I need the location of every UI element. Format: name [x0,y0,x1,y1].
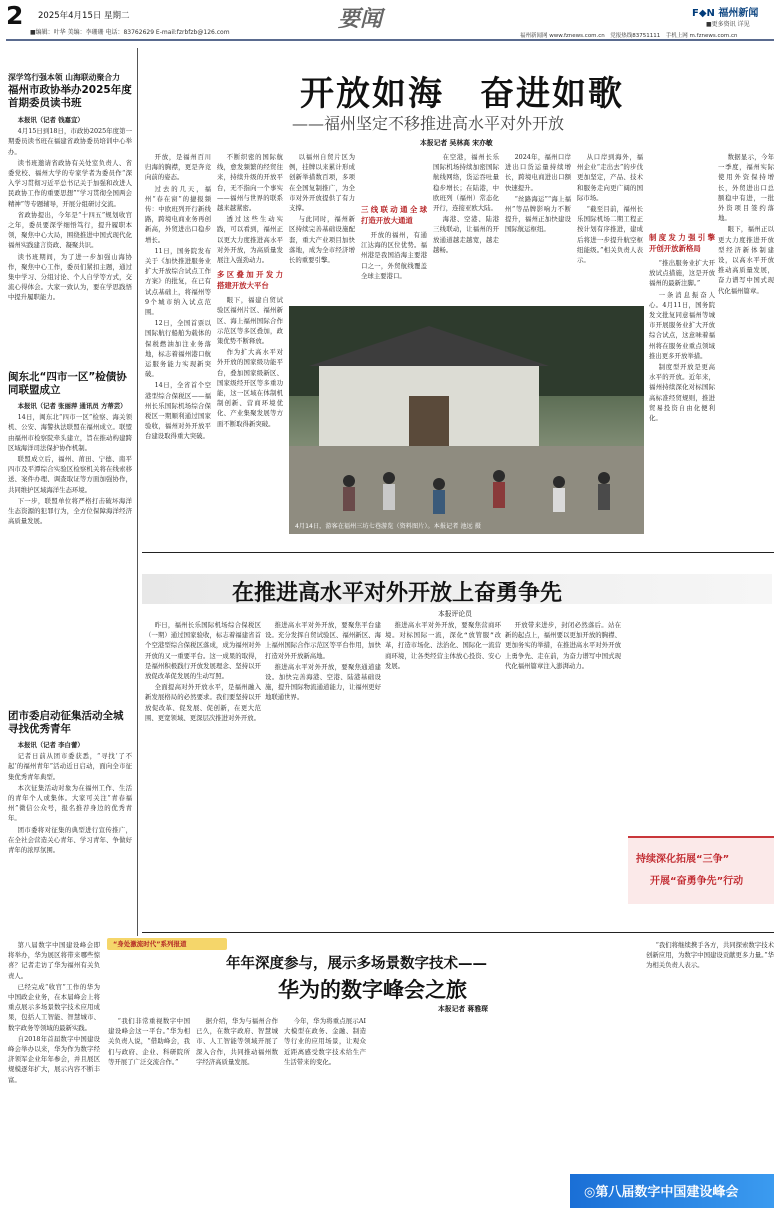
photo-person [343,475,355,487]
paragraph: 团市委将对征集的典型进行宣传推广，在全社会营造关心青年、学习青年、争做好青年的浓厚氛围。 [8,825,132,855]
logo-subline: ■更多资讯 详见 [706,21,750,28]
photo-person [343,487,355,511]
photo-door [409,396,449,446]
bottom-col-7 [548,1016,638,1166]
feature-col-9 [718,152,774,547]
subheading: 多区叠加开发力 搭建开放大平台 [217,270,283,291]
paragraph: 海港、空港、陆港三线联动，让福州的开放通道越走越宽，越走越畅。 [433,215,499,254]
paragraph: 4月15日到18日，市政协2025年度第一期委员读书班在福建省政协委员培训中心举办。 [8,127,132,156]
paragraph: 眼下，福建自贸试验区福州片区、福州新区、海上福州国际合作示范区等多区叠加，政策优势不断释放。 [217,296,283,346]
article-body-youth [8,740,132,930]
paragraph: 作为扩大高水平对外开放的国家级功能平台，叠加国家级新区、国家级经开区等多重功能，这一区域在体制机制创新、营商环境优化、产业集聚发展等方面不断取得新突破。 [217,348,283,428]
byline: 本报讯（记者 钱嘉宜） [17,116,84,124]
summit-banner-text: ◎第八届数字中国建设峰会 [584,1185,739,1200]
paragraph: “丝路海运”“海上福州”等品牌影响力不断提升，福州正加快建设国际航运枢纽。 [505,194,571,234]
kicker-tag [107,938,227,950]
commentary-col-2 [265,620,381,920]
paragraph: 记者日前从团市委获悉，“寻找‘了不起’的福州青年”活动近日启动，面向全市征集优秀青年典型。 [8,752,132,781]
byline: 本报讯（记者 李白蕾） [17,741,84,749]
paragraph: “截至目前，福州长乐国际机场二期工程正按计划有序推进，建成后将进一步提升航空枢纽能级。”相关负责人表示。 [577,205,643,265]
paragraph: 11日，国务院发布关于《加快推进服务业扩大开放综合试点工作方案》的批复，在已有试点基础上，将福州等9个城市纳入试点范围。 [145,246,211,317]
paragraph: 不断织密的国际航线，愈发频繁的经贸往来，持续升级的开放平台，无不指向一个事实——福州与世界的联系越来越紧密。 [217,153,283,213]
feature-col-3 [289,152,355,302]
bottom-subtitle: 华为的数字峰会之旅 [278,977,467,1002]
paragraph: 推进高水平对外开放，要聚焦营商环境。对标国际一流，深化“放管服”改革，打造市场化、法治化、国际化一流营商环境，让各类经营主体放心投资、安心发展。 [385,621,501,670]
photo-person [383,484,395,510]
commentary-col-5 [625,620,772,830]
paragraph: 联盟成立后，福州、莆田、宁德、南平四市及平潭综合实验区检察机关将在线索移送、案件办理、调查取证等方面加强协作，共同维护区域海洋生态环境。 [8,455,132,494]
masthead-logo [692,4,758,19]
feature-col-8 [649,152,715,547]
paragraph: “我们非常重视数字中国建设峰会这一平台。”华为相关负责人说，“借助峰会，我们与政府、企业、科研院所等开展了广泛交流合作。” [108,1017,190,1066]
editor-line: ■编辑：叶华 美编：李珊珊 电话：83762629 E-mail:fzrbfzb@126.com [30,29,230,36]
photo-person [433,478,445,490]
feature-byline: 本报记者 吴林高 宋亦敏 [420,139,493,147]
paragraph: “我们将继续携手各方，共同探索数字技术创新应用，为数字中国建设贡献更多力量。”华为相关负责人表示。 [646,941,774,970]
photo-caption: 4月14日，游客在福州三坊七巷游览（资料图片）。本报记者 池远 摄 [295,523,481,530]
paragraph: 昨日，福州长乐国际机场综合保税区（一期）通过国家验收，标志着福建省首个空港型综合保税区落成，成为福州对外开放的又一重要平台。这一成果的取得，是福州积极践行开放发展理念、坚持以开放促改革促发展的生动写照。 [145,621,261,681]
bottom-col-4 [284,1016,366,1208]
column-rule [137,48,138,936]
feature-col-2 [217,152,283,547]
paragraph: 数据显示，今年一季度，福州实际使用外资保持增长，外贸进出口总额稳中有进，一批外资项目签约落地。 [718,153,774,223]
paragraph: “推出服务业扩大开放试点措施，这是开放福州的最新注脚。” [649,259,715,288]
website-line: 福州新闻网 www.fznews.com.cn 党报热线83751111 手机上网 m.fznews.com.cn [520,33,738,39]
banner-line-1: 持续深化拓展“三争” [636,854,730,865]
paragraph: 第八届数字中国建设峰会即将举办，华为展区将带来哪些惊喜？记者走访了华为福州有关负责人。 [8,941,100,980]
photo-person [493,482,505,508]
commentary-col-3 [385,620,501,920]
section-rule [142,932,774,933]
paragraph: 已经完成“收官”工作的华为中国政企业务，在本届峰会上将重点展示多场景数字技术应用成果，包括人工智能、智慧城市、数字政务等领域的最新实践。 [8,982,100,1032]
photo-person [553,488,565,512]
feature-col-1 [145,152,211,547]
paragraph: 读书班邀请省政协有关处室负责人、省委党校、福州大学的专家学者为委员作“深入学习贯彻习近平总书记关于加强和改进人民政协工作的重要思想”“学习贯彻全国两会精神”等专题辅导，开展分组研讨交流。 [8,158,132,208]
paragraph: 全面提高对外开放水平，是福州融入新发展格局的必然要求。我们要坚持以开放促改革、促发展、促创新，在更大范围、更宽领域、更深层次推进对外开放。 [145,683,261,722]
commentary-col-4 [505,620,621,920]
paragraph: 推进高水平对外开放，要聚焦通道建设。加快完善海港、空港、陆港基础设施，提升国际物流通道能力，让福州更好地联通世界。 [265,662,381,702]
paragraph: 本次征集活动对象为在福州工作、生活的青年个人或集体。大家可关注“青春福州”微信公众号，报名推荐身边的优秀青年。 [8,783,132,823]
feature-col-5 [433,152,499,302]
summit-banner [570,1174,774,1208]
section-label: 要闻 [338,7,383,32]
feature-photo [289,306,644,534]
article-title-alliance: 闽东北“四市一区”检债协同联盟成立 [8,371,127,396]
commentary-col-1 [145,620,261,920]
paragraph: 开放，是福州百川归海的胸襟，更是奔竞向前的姿态。 [145,153,211,182]
paragraph: 制度型开放是更高水平的开放。近年来，福州持续深化对标国际高标准经贸规则，推进贸易投资自由化便利化。 [649,363,715,423]
commentary-title: 在推进高水平对外开放上奋勇争先 [232,580,563,606]
photo-person [598,472,610,484]
article-title-cppcc: 福州市政协举办2025年度首期委员读书班 [8,84,132,109]
paragraph: 眼下，福州正以更大力度推进开放型经济新体制建设，以高水平开放推动高质量发展，奋力谱写中国式现代化福州篇章。 [718,225,774,295]
banner-line-2: 开展“奋勇争先”行动 [650,876,744,887]
paragraph: 省政协提出，今年是“十四五”规划收官之年，委员要深学细悟笃行，提升履职本领，聚焦中心大局，围绕推进中国式现代化福州实践建言资政、凝聚共识。 [8,210,132,250]
paragraph: 今年，华为将重点展示AI大模型在政务、金融、制造等行业的应用场景，让观众近距离感受数字技术给生产生活带来的变化。 [284,1017,366,1066]
feature-title: 开放如海 奋进如歌 [300,74,624,114]
paragraph: 读书班期间，为了进一步加强山海协作，聚焦中心工作，委员们紧扣主题，通过集中学习、分组讨论、个人自学等方式，交流心得体会。大家一致认为，要在学思践悟中提升履职能力。 [8,252,132,302]
feature-subtitle: ——福州坚定不移推进高水平对外开放 [292,114,565,133]
photo-scene-svg [289,306,644,534]
photo-person [433,490,445,514]
feature-col-4 [361,152,427,302]
paragraph: 据介绍，华为与福州合作已久，在数字政府、智慧城市、人工智能等领域开展了深入合作，共同推动福州数字经济高质量发展。 [196,1017,278,1066]
feature-col-below-photo [289,538,644,550]
paragraph: 14日，闽东北“四市一区”检察、海关领机、公安、海警执法联盟在福州成立。联盟由福州市检察院牵头建立，旨在推动构建跨区域海洋司法保护协作机制。 [8,413,132,452]
bottom-col-1 [8,940,100,1208]
paragraph: 以福州自贸片区为例，挂牌以来累计形成创新举措数百项，多项在全国复制推广，为全市对外开放提供了有力支撑。 [289,153,355,213]
masthead-rule [6,39,774,41]
photo-person [493,470,505,482]
subheading: 制度发力强引擎 开创开放新格局 [649,233,715,253]
article-title-youth: 团市委启动征集活动全城寻找优秀青年 [8,710,124,735]
bottom-col-6 [460,1016,542,1208]
feature-col-6 [505,152,571,302]
paragraph: 开放的福州，有通江达海的区位优势。福州港是我国沿海主要港口之一，外贸航线覆盖全球主要港口。 [361,231,427,280]
subheading: 三线联动通全球 打造开放大通道 [361,205,427,225]
paragraph: 透过这些生动实践，可以看到，福州正以更大力度推进高水平对外开放，为高质量发展注入强劲动力。 [217,215,283,265]
paragraph: 从口岸到海外，福州企业“走出去”的步伐更加坚定，产品、技术和服务走向更广阔的国际市场。 [577,153,643,202]
sanzheng-banner [628,836,774,904]
paragraph: 2024年，福州口岸进出口货运量持续增长，跨境电商进出口额快速提升。 [505,153,571,192]
paragraph: 下一步，联盟单位将严格打击破坏海洋生态资源的犯罪行为，全方位保障海洋经济高质量发展。 [8,496,132,526]
bottom-col-5 [372,1016,454,1208]
logo-text: F◆N 福州新闻 [692,8,759,19]
paragraph: 自2018年首届数字中国建设峰会举办以来，华为作为数字经济领军企业年年参会，并且展区规模逐年扩大，展示内容不断丰富。 [8,1034,100,1084]
date-line: 2025年4月15日 星期二 [38,11,130,21]
paragraph: 12日，全国首票以国际航行船舶为载体的保税燃油加注业务落地，标志着福州港口航运服务能力实现新突破。 [145,319,211,379]
photo-person [553,476,565,488]
bottom-col-3 [196,1016,278,1208]
paragraph: 推进高水平对外开放，要聚焦平台建设。充分发挥自贸试验区、福州新区、海上福州国际合作示范区等平台作用，加快打造对外开放新高地。 [265,621,381,660]
photo-person [383,472,395,484]
bottom-col-2 [108,1016,190,1208]
paragraph: 14日，全省首个空港型综合保税区——福州长乐国际机场综合保税区一期顺利通过国家验收，福州对外开放平台建设取得重大突破。 [145,381,211,441]
byline: 本报讯（记者 张丽萍 通讯员 方蒂芸） [17,402,127,410]
paragraph: 在空港，福州长乐国际机场持续加密国际航线网络，货运吞吐量稳步增长；在陆港，中欧班列（福州）常态化开行，连接亚欧大陆。 [433,153,499,213]
commentary-byline: 本报评论员 [438,610,472,618]
feature-col-7 [577,152,643,302]
paragraph: 与此同时，福州新区持续完善基础设施配套，重大产业项目加快落地，成为全市经济增长的重要引擎。 [289,215,355,265]
kicker-left: 深学笃行强本领 山海联动聚合力 [8,73,120,82]
bottom-byline: 本报记者 蒋雅琛 [438,1005,488,1013]
bottom-col-8 [646,940,774,1166]
bottom-title: 年年深度参与，展示多场景数字技术—— [226,956,487,972]
photo-person [598,484,610,510]
section-rule [142,552,774,553]
paragraph: 一条消息振奋人心。4月11日，国务院发文批复同意福州等城市开展服务业扩大开放综合试点，这意味着福州将在服务业重点领域推出更多开放举措。 [649,290,715,360]
article-body-cppcc [8,115,132,365]
article-body-alliance [8,401,132,701]
paragraph: 开放带来进步，封闭必然落后。站在新的起点上，福州要以更加开放的胸襟、更加务实的举措，在推进高水平对外开放上勇争先、走在前，为奋力谱写中国式现代化福州篇章注入澎湃动力。 [505,621,621,670]
page-number: 2 [6,1,24,30]
paragraph: 过去的几天，福州“春在窗”的捷报频传：中欧班列开行新线路，跨境电商业务再创新高，外贸进出口稳步增长。 [145,184,211,244]
kicker-tag-label: “身处激流时代”系列报道 [113,940,187,948]
